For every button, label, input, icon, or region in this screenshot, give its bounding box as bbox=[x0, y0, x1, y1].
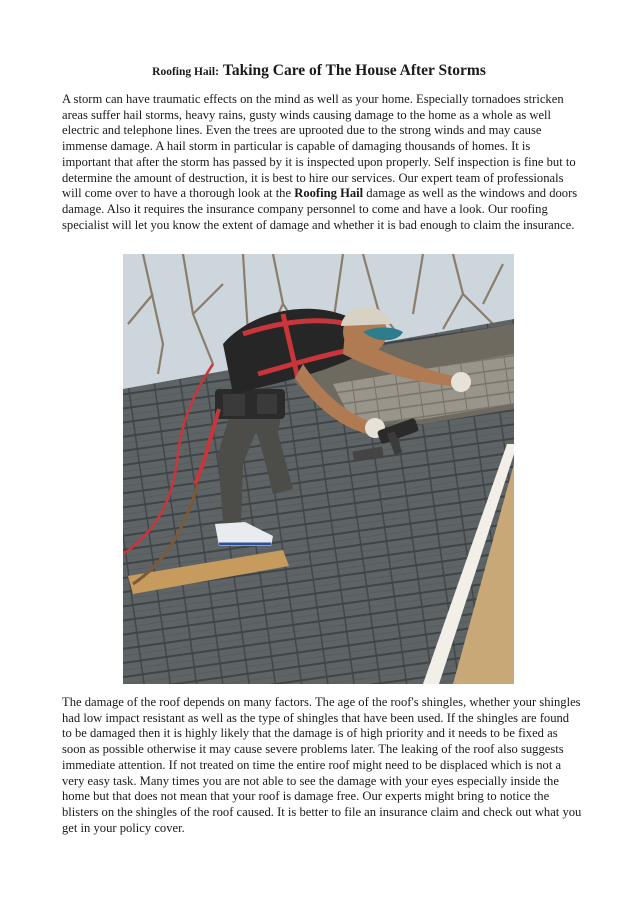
roofer-illustration bbox=[123, 254, 514, 684]
keyword-roofing-hail: Roofing Hail bbox=[294, 186, 364, 201]
paragraph-damage: The damage of the roof depends on many factors. The age of the roof's shingles, whether your shingles had low impact resistant as well as the type of shingles that have been used. If the shingles are found to be damaged then it is highly likely that the damage is of high priority and it needs to be fixed as soon as possible otherwise it may cause severe problems later. The leaking of the roof also suggests immediate attention. If not treated on time the entire roof might need to be displaced which is not a very easy task. Many times you are not able to see the damage with your eyes especially inside the home but that does not mean that your roof is damage free. Our experts might bring to notice the blisters on the shingles of the roof caused. It is better to file an insurance claim and check out what you get in your policy cover. bbox=[62, 695, 582, 835]
paragraph-intro bbox=[62, 92, 582, 233]
roofer-photo bbox=[123, 254, 514, 684]
paragraph-intro-text-a: A storm can have traumatic effects on the mind as well as your home. Especially tornadoes stricken areas suffer hail storms, heavy rains, gusty winds causing damage to the home as a whole as well electric and telephone lines. Even the trees are uprooted due to the strong winds and may cause immense damage. A hail storm in particular is capable of damaging thousands of homes. It is important that after the storm has passed by it is inspected upon properly. Self inspection is fine but to determine the amount of destruction, it is best to hire our services. Our expert team of professionals will come over to have a thorough look at the bbox=[62, 92, 576, 201]
title-main: Taking Care of The House After Storms bbox=[222, 62, 486, 79]
glove-right bbox=[451, 372, 471, 392]
title-lead: Roofing Hail: bbox=[152, 66, 219, 78]
paragraph-intro-text-b: damage as well as the windows and doors damage. Also it requires the insurance company personnel to come and have a look. Our roofing specialist will let you know the extent of damage and whether it is bad enough to claim the insurance. bbox=[62, 186, 578, 232]
document-title bbox=[0, 62, 638, 80]
